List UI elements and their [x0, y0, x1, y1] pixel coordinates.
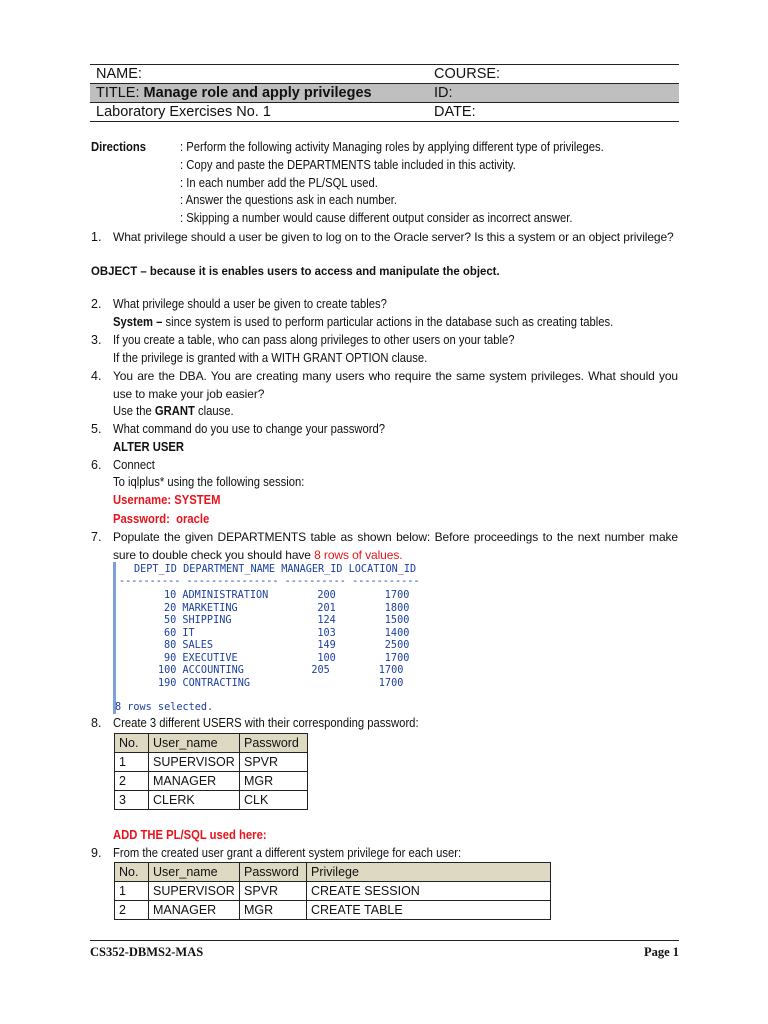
question-number: 4.	[91, 369, 102, 383]
question-5: What command do you use to change your password?	[113, 422, 386, 436]
table-row	[115, 901, 551, 920]
lab-field: Laboratory Exercises No. 1	[90, 103, 428, 122]
output-row: 90 EXECUTIVE 100 1700	[164, 652, 410, 664]
question-number: 7.	[91, 530, 102, 544]
table-cell: MANAGER	[149, 772, 240, 791]
table-row	[115, 753, 308, 772]
direction-line: : Copy and paste the DEPARTMENTS table included in this activity.	[180, 158, 516, 172]
question-number: 2.	[91, 297, 102, 311]
table-cell: CLK	[240, 791, 308, 810]
question-7	[113, 529, 678, 564]
question-7-text: Populate the given DEPARTMENTS table as shown below: Before proceedings to the next number make sure to double check you should have	[113, 530, 678, 562]
directions-label: Directions	[91, 140, 147, 154]
privileges-table	[114, 862, 551, 920]
name-field: NAME:	[90, 65, 428, 84]
column-header: No.	[115, 863, 149, 882]
table-cell: MANAGER	[149, 901, 240, 920]
table-cell: SPVR	[240, 753, 308, 772]
output-row: 10 ADMINISTRATION 200 1700	[164, 590, 410, 601]
course-field: COURSE:	[428, 65, 679, 84]
answer-6-password: Password: oracle	[113, 512, 210, 526]
question-1: What privilege should a user be given to log on to the Oracle server? Is this a system or an object privilege?	[113, 230, 674, 244]
date-field: DATE:	[428, 103, 679, 122]
direction-line: : In each number add the PL/SQL used.	[180, 176, 378, 190]
answer-4-post: clause.	[194, 404, 234, 418]
column-header: Password	[240, 863, 307, 882]
table-cell: SPVR	[240, 882, 307, 901]
question-number: 6.	[91, 458, 102, 472]
question-3: If you create a table, who can pass along privileges to other users on your table?	[113, 333, 515, 347]
table-header-row	[115, 863, 551, 882]
direction-line: : Answer the questions ask in each number.	[180, 193, 398, 207]
column-header: User_name	[149, 734, 240, 753]
answer-4	[113, 403, 234, 421]
answer-2-bold: System –	[113, 315, 163, 329]
title-value: Manage role and apply privileges	[143, 85, 372, 101]
answer-4-bold: GRANT	[154, 404, 195, 418]
table-cell: CREATE SESSION	[307, 882, 551, 901]
answer-1: OBJECT – because it is enables users to access and manipulate the object.	[91, 264, 500, 278]
id-field: ID:	[428, 84, 679, 103]
title-field	[90, 84, 428, 103]
question-9: From the created user grant a different system privilege for each user:	[113, 846, 462, 860]
question-6-sub: To iqlplus* using the following session:	[113, 475, 305, 489]
table-cell: MGR	[240, 901, 307, 920]
question-8: Create 3 different USERS with their corresponding password:	[113, 716, 419, 730]
title-prefix: TITLE:	[96, 85, 144, 101]
question-7-red: 8 rows of values.	[314, 547, 403, 562]
question-number: 1.	[91, 230, 102, 244]
answer-2-rest: since system is used to perform particular actions in the database such as creating tables.	[162, 315, 614, 329]
table-cell: 3	[115, 791, 149, 810]
column-header: User_name	[149, 863, 240, 882]
users-table	[114, 733, 308, 810]
footer-course-code: CS352-DBMS2-MAS	[90, 945, 204, 959]
table-row	[115, 791, 308, 810]
question-4: You are the DBA. You are creating many users who require the same system privileges. What should you use to make your job easier?	[113, 369, 678, 401]
add-plsql-note: ADD THE PL/SQL used here:	[113, 828, 267, 842]
question-6: Connect	[113, 458, 155, 472]
output-row: 60 IT 103 1400	[164, 627, 410, 639]
output-header: DEPT_ID DEPARTMENT_NAME MANAGER_ID LOCATION_ID	[134, 564, 417, 575]
table-cell: 2	[115, 772, 149, 791]
direction-line: : Perform the following activity Managing roles by applying different type of privileges.	[180, 140, 604, 154]
column-header: No.	[115, 734, 149, 753]
table-cell: CLERK	[149, 791, 240, 810]
output-row: 80 SALES 149 2500	[164, 640, 410, 651]
answer-4-pre: Use the	[113, 404, 155, 418]
table-cell: 1	[115, 753, 149, 772]
output-border	[113, 562, 116, 714]
table-header-row	[115, 734, 308, 753]
output-row: 100 ACCOUNTING 205 1700	[158, 665, 404, 676]
question-number: 9.	[91, 846, 102, 860]
question-number: 8.	[91, 716, 102, 730]
table-cell: SUPERVISOR	[149, 753, 240, 772]
table-cell: 2	[115, 901, 149, 920]
question-number: 3.	[91, 333, 102, 347]
answer-5: ALTER USER	[113, 440, 185, 454]
output-divider: ---------- --------------- ---------- -----------	[119, 576, 420, 587]
answer-2	[113, 314, 613, 332]
question-number: 5.	[91, 422, 102, 436]
answer-3: If the privilege is granted with a WITH GRANT OPTION clause.	[113, 351, 428, 365]
departments-output	[113, 562, 448, 714]
output-row: 50 SHIPPING 124 1500	[164, 615, 410, 626]
header-table	[90, 64, 679, 122]
direction-line: : Skipping a number would cause different output consider as incorrect answer.	[180, 211, 573, 225]
output-row: 20 MARKETING 201 1800	[164, 602, 410, 614]
table-cell: 1	[115, 882, 149, 901]
table-row	[115, 882, 551, 901]
table-cell: CREATE TABLE	[307, 901, 551, 920]
footer-page-number: Page 1	[643, 945, 679, 959]
footer-divider	[90, 940, 679, 941]
column-header: Privilege	[307, 863, 551, 882]
output-row: 190 CONTRACTING 1700	[158, 677, 404, 689]
table-cell: SUPERVISOR	[149, 882, 240, 901]
output-footer: 8 rows selected.	[115, 702, 214, 713]
answer-6-username: Username: SYSTEM	[113, 493, 221, 507]
table-row	[115, 772, 308, 791]
column-header: Password	[240, 734, 308, 753]
table-cell: MGR	[240, 772, 308, 791]
question-2: What privilege should a user be given to create tables?	[113, 297, 387, 311]
